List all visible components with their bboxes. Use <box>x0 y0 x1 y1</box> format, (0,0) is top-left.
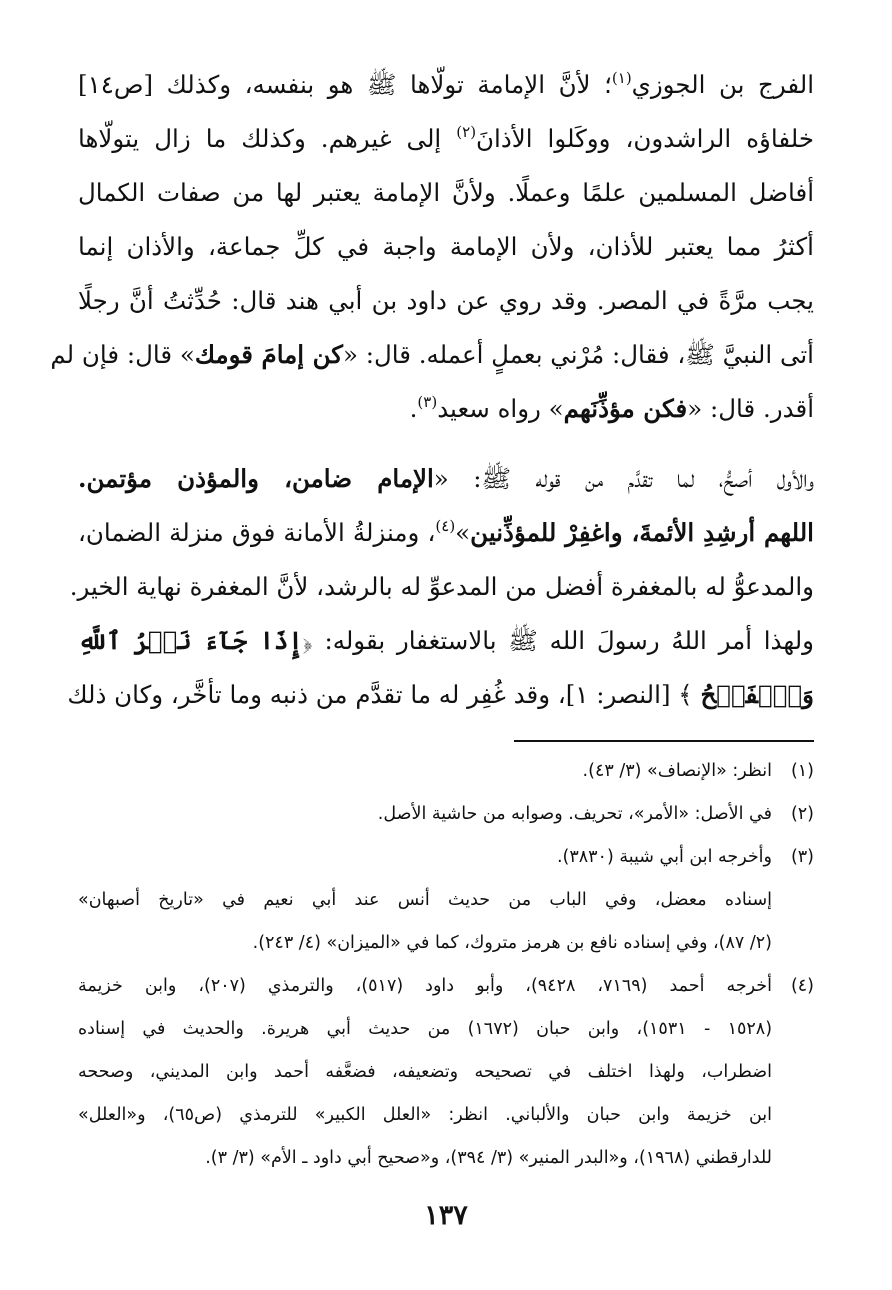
text-line <box>78 452 814 506</box>
text-line <box>78 382 814 436</box>
hadith-quote: اللهم أرشِدِ الأئمةَ، واغفِرْ للمؤذِّنين <box>470 518 814 547</box>
page-number: ١٣٧ <box>424 1200 468 1231</box>
text-line <box>78 614 814 668</box>
footnote-number: (٤) <box>790 976 814 996</box>
footnote-marker-2: (٢) <box>456 123 477 141</box>
text-run: . <box>409 394 418 423</box>
quran-verse: إِذَا جَآءَ نَصۡرُ ٱللَّهِ <box>78 626 303 655</box>
footnote-line: وأخرجه ابن أبي شيبة (٣٨٣٠). <box>556 847 772 867</box>
footnote-line: أخرجه أحمد (٧١٦٩، ٩٤٢٨)، وأبو داود (٥١٧)، والترمذي (٢٠٧)، وابن خزيمة <box>78 976 772 996</box>
text-run: والأول أصحُّ، لما تقدَّم من قوله ﷺ: « <box>433 464 815 493</box>
text-line <box>78 506 814 560</box>
text-run: خلفاؤه الراشدون، ووكَلوا الأذانَ <box>476 124 814 153</box>
quran-verse: وَٱلۡفَتۡحُ <box>700 680 814 709</box>
text-line <box>50 328 814 382</box>
footnote-line: للدارقطني (١٩٦٨)، و«البدر المنير» (٣/ ٣٩٤)، و«صحيح أبي داود ـ الأم» (٣/ ٣). <box>205 1148 772 1168</box>
paragraph-1 <box>50 58 815 436</box>
footnote-3 <box>78 836 814 879</box>
footnote-line: في الأصل: «الأمر»، تحريف. وصوابه من حاشية الأصل. <box>377 804 772 824</box>
text-line: أكثرُ مما يعتبر للأذان، ولأن الإمامة واجبة في كلِّ جماعة، والأذان إنما <box>78 232 814 261</box>
text-line <box>67 668 814 722</box>
footnote-line: اضطراب، ولهذا اختلف في تصحيحه وتضعيفه، فضعَّفه أحمد وابن المديني، وصححه <box>78 1062 772 1082</box>
footnote-text <box>78 836 772 879</box>
footnote-line: ابن خزيمة وابن حبان والألباني. انظر: «العلل الكبير» للترمذي (ص٦٥)، و«العلل» <box>78 1105 772 1125</box>
footnote-text <box>78 793 772 836</box>
footnote-3-continuation <box>78 879 814 965</box>
text-line: والمدعوُّ له بالمغفرة أفضل من المدعوِّ له بالرشد، لأنَّ المغفرة نهاية الخير. <box>69 572 814 601</box>
footnote-marker-4: (٤) <box>435 517 456 535</box>
text-line <box>78 112 814 166</box>
text-run: ، ومنزلةُ الأمانة فوق منزلة الضمان، <box>78 518 436 547</box>
footnotes <box>78 750 814 1180</box>
text-run: ﴾ [النصر: ١]، وقد غُفِر له ما تقدَّم من ذنبه وما تأخَّر، وكان ذلك <box>67 680 701 709</box>
hadith-quote: فكن مؤذِّنَهم <box>563 394 688 423</box>
footnote-line: انظر: «الإنصاف» (٣/ ٤٣). <box>582 761 772 781</box>
book-page <box>50 58 815 1258</box>
text-run: » قال: فإن لم <box>50 340 195 369</box>
text-run: أتى النبيَّ ﷺ، فقال: مُرْني بعملٍ أعمله. قال: « <box>342 340 814 369</box>
text-run: ؛ لأنَّ الإمامة تولّاها ﷺ هو بنفسه، وكذلك [ص١٤] <box>78 70 612 99</box>
footnote-1 <box>78 750 814 793</box>
footnote-number: (٢) <box>790 804 814 824</box>
footnote-number: (١) <box>790 761 814 781</box>
footnote-4 <box>78 965 814 1180</box>
footnote-text <box>78 965 772 1180</box>
paragraph-gap <box>78 436 814 452</box>
footnote-line: إسناده معضل، وفي الباب من حديث أنس عند أبي نعيم في «تاريخ أصبهان» <box>78 890 772 910</box>
text-run: » رواه سعيد <box>437 394 564 423</box>
footnote-2 <box>78 793 814 836</box>
paragraph-2 <box>67 452 815 722</box>
hadith-quote: كن إمامَ قومك <box>194 340 343 369</box>
footnote-marker-3: (٣) <box>417 393 438 411</box>
text-line <box>78 58 814 112</box>
text-run: الفرج بن الجوزي <box>631 70 815 99</box>
footnote-marker-1: (١) <box>611 69 632 87</box>
footnote-line: (١٥٢٨ - ١٥٣١)، وابن حبان (١٦٧٢) من حديث أبي هريرة. والحديث في إسناده <box>78 1019 773 1039</box>
text-run: » <box>455 518 471 547</box>
text-line: أفاضل المسلمين علمًا وعملًا. ولأنَّ الإمامة يعتبر لها من صفات الكمال <box>78 178 814 207</box>
hadith-quote: الإمام ضامن، والمؤذن مؤتمن. <box>78 464 434 493</box>
footnote-line: (٢/ ٨٧)، وفي إسناده نافع بن هرمز متروك، كما في «الميزان» (٤/ ٢٤٣). <box>252 933 772 953</box>
text-run: ولهذا أمر اللهُ رسولَ الله ﷺ بالاستغفار بقوله: ﴿ <box>302 626 814 655</box>
footnote-number: (٣) <box>790 847 814 867</box>
text-line: يجب مرَّةً في المصر. وقد روي عن داود بن أبي هند قال: حُدِّثتُ أنَّ رجلًا <box>78 286 814 315</box>
text-run: أقدر. قال: « <box>687 394 814 423</box>
text-run: إلى غيرهم. وكذلك ما زال يتولّاها <box>78 124 457 153</box>
footnote-text <box>78 750 772 793</box>
footnote-separator <box>514 740 814 742</box>
